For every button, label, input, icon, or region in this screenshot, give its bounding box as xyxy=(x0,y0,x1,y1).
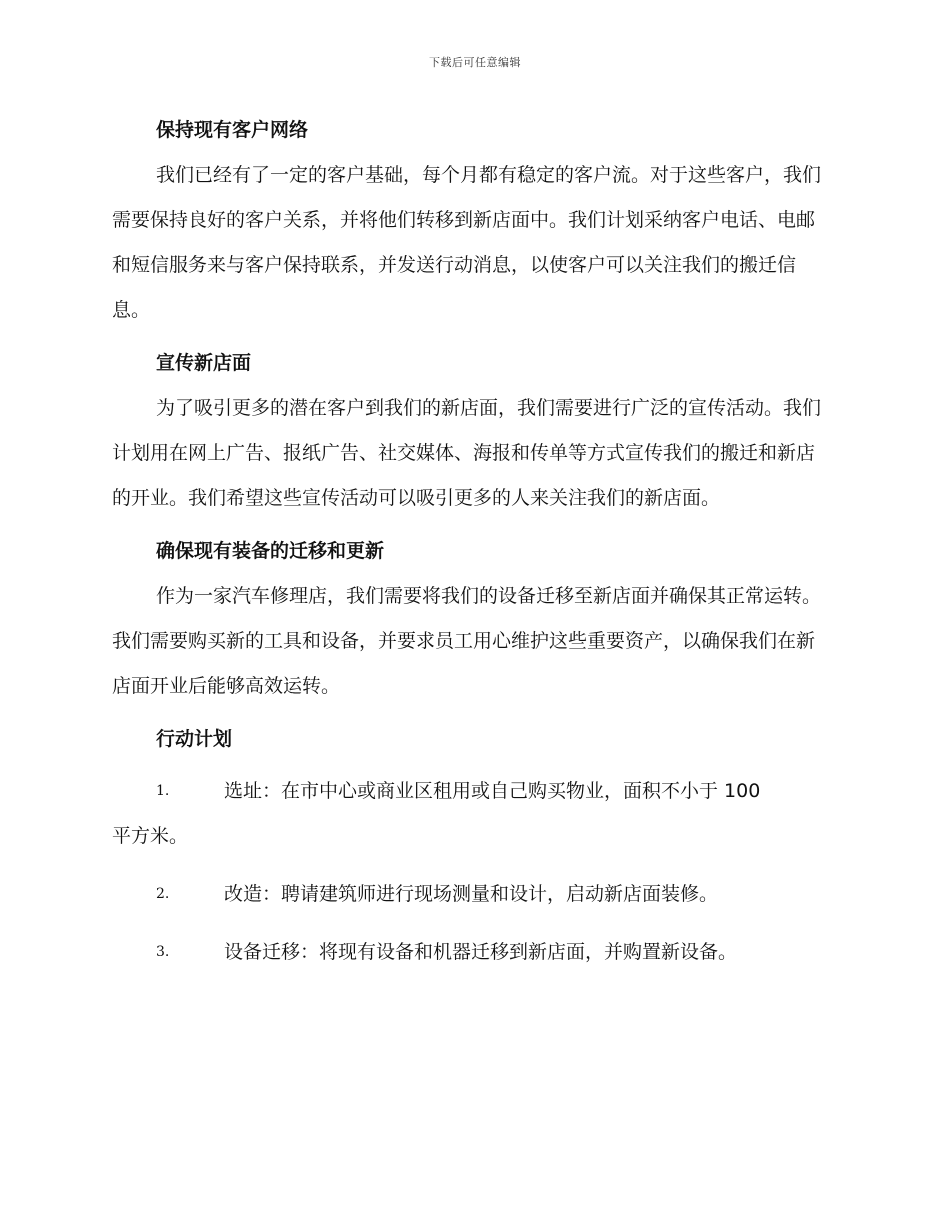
section-heading-customers: 保持现有客户网络 xyxy=(156,119,309,141)
page-header: 下载后可任意编辑 xyxy=(429,56,521,69)
list-item-number: 1. xyxy=(156,783,170,799)
list-item-text: 选址：在市中心或商业区租用或自己购买物业，面积不小于 100 xyxy=(224,780,761,802)
list-item-number: 2. xyxy=(156,886,170,902)
section-paragraph-equipment: 作为一家汽车修理店，我们需要将我们的设备迁移至新店面并确保其正常运转。我们需要购买新的工具和设备，并要求员工用心维护这些重要资产，以确保我们在新店面开业后能够高效运转。 xyxy=(112,585,822,697)
section-paragraph-promotion: 为了吸引更多的潜在客户到我们的新店面，我们需要进行广泛的宣传活动。我们计划用在网上广告、报纸广告、社交媒体、海报和传单等方式宣传我们的搬迁和新店的开业。我们希望这些宣传活动可以吸引更多的人来关注我们的新店面。 xyxy=(112,397,822,509)
list-item-text: 改造：聘请建筑师进行现场测量和设计，启动新店面装修。 xyxy=(224,883,719,905)
document-body xyxy=(112,112,832,975)
action-plan-heading: 行动计划 xyxy=(156,728,233,750)
section-paragraph-customers: 我们已经有了一定的客户基础，每个月都有稳定的客户流。对于这些客户，我们需要保持良好的客户关系，并将他们转移到新店面中。我们计划采纳客户电话、电邮和短信服务来与客户保持联系，并发送行动消息，以使客户可以关注我们的搬迁信息。 xyxy=(112,164,822,321)
action-plan-list xyxy=(112,769,832,975)
list-item-text: 设备迁移：将现有设备和机器迁移到新店面，并购置新设备。 xyxy=(224,941,738,963)
list-item xyxy=(112,769,832,859)
section-heading-equipment: 确保现有装备的迁移和更新 xyxy=(156,540,385,562)
section-heading-promotion: 宣传新店面 xyxy=(156,352,252,374)
list-item-text-continued: 平方米。 xyxy=(112,825,189,847)
list-item xyxy=(112,872,832,917)
list-item-number: 3. xyxy=(156,944,170,960)
list-item xyxy=(112,930,832,975)
